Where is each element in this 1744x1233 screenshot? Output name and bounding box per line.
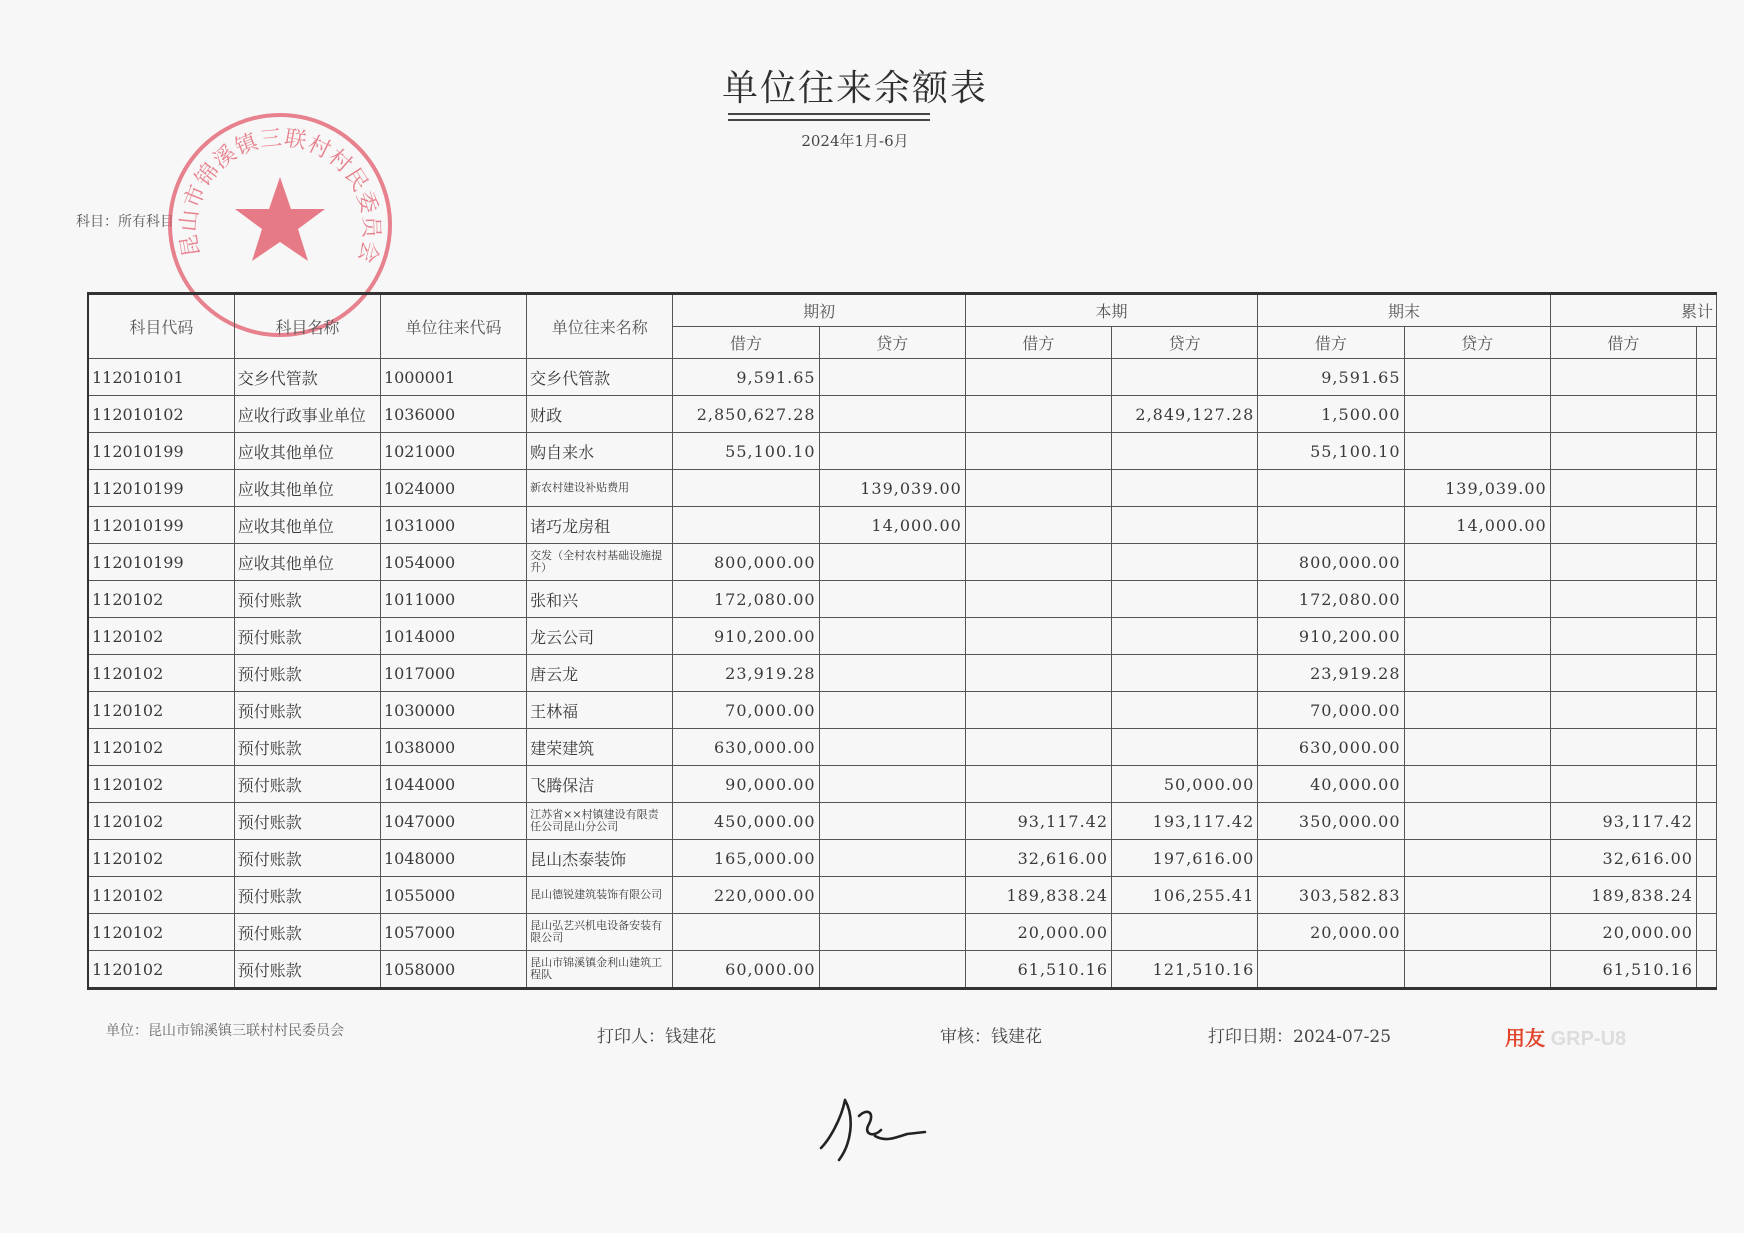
cell-closing-debit: 910,200.00 [1258, 618, 1404, 655]
cell-blank [1696, 396, 1716, 433]
cell-opening-credit [819, 729, 965, 766]
cell-blank [1696, 655, 1716, 692]
cell-cumulative-debit [1550, 507, 1696, 544]
cell-opening-debit: 55,100.10 [673, 433, 819, 470]
cell-closing-debit: 1,500.00 [1258, 396, 1404, 433]
cell-closing-debit: 350,000.00 [1258, 803, 1404, 840]
cell-unit-code: 1058000 [380, 951, 526, 989]
cell-blank [1696, 840, 1716, 877]
cell-unit-name: 昆山杰泰装饰 [527, 840, 673, 877]
cell-current-credit [1112, 618, 1258, 655]
cell-closing-debit: 303,582.83 [1258, 877, 1404, 914]
cell-subject-code: 1120102 [88, 951, 234, 989]
title-underline-2 [728, 119, 930, 121]
table-row [88, 914, 1717, 951]
table-row [88, 803, 1717, 840]
cell-opening-credit [819, 840, 965, 877]
cell-opening-debit: 172,080.00 [673, 581, 819, 618]
group-opening: 期初 [673, 294, 965, 327]
cell-closing-credit [1404, 359, 1550, 396]
cell-current-credit [1112, 470, 1258, 507]
footer-unit: 单位：昆山市锦溪镇三联村村民委员会 [106, 1023, 344, 1039]
cell-opening-debit: 70,000.00 [673, 692, 819, 729]
cell-current-debit [965, 618, 1111, 655]
cell-unit-code: 1031000 [380, 507, 526, 544]
cell-current-debit [965, 507, 1111, 544]
cell-opening-credit [819, 544, 965, 581]
cell-subject-name: 预付账款 [234, 951, 380, 989]
cell-unit-code: 1055000 [380, 877, 526, 914]
cell-current-credit [1112, 359, 1258, 396]
cell-cumulative-debit [1550, 618, 1696, 655]
report-period: 2024年1月-6月 [801, 132, 909, 150]
cell-opening-debit: 910,200.00 [673, 618, 819, 655]
cell-closing-credit [1404, 951, 1550, 989]
cell-subject-code: 1120102 [88, 877, 234, 914]
table-row [88, 581, 1717, 618]
cell-closing-credit [1404, 396, 1550, 433]
table-row [88, 655, 1717, 692]
cell-unit-code: 1024000 [380, 470, 526, 507]
cell-opening-debit: 9,591.65 [673, 359, 819, 396]
table-row [88, 692, 1717, 729]
cell-closing-credit [1404, 729, 1550, 766]
table-row [88, 951, 1717, 989]
cell-unit-name: 建荣建筑 [527, 729, 673, 766]
cell-blank [1696, 766, 1716, 803]
col-unit-code: 单位往来代码 [380, 294, 526, 359]
cell-opening-debit: 630,000.00 [673, 729, 819, 766]
cell-current-credit: 197,616.00 [1112, 840, 1258, 877]
cell-closing-credit: 139,039.00 [1404, 470, 1550, 507]
cell-closing-debit: 172,080.00 [1258, 581, 1404, 618]
cell-unit-name: 财政 [527, 396, 673, 433]
cell-current-credit [1112, 544, 1258, 581]
cell-subject-code: 1120102 [88, 803, 234, 840]
cell-current-credit [1112, 507, 1258, 544]
cell-cumulative-debit: 61,510.16 [1550, 951, 1696, 989]
cell-opening-debit: 800,000.00 [673, 544, 819, 581]
cell-opening-credit [819, 803, 965, 840]
cell-opening-debit: 2,850,627.28 [673, 396, 819, 433]
cell-opening-credit: 139,039.00 [819, 470, 965, 507]
cell-opening-debit: 165,000.00 [673, 840, 819, 877]
balance-table [87, 292, 1717, 990]
cell-subject-name: 预付账款 [234, 581, 380, 618]
cell-unit-code: 1057000 [380, 914, 526, 951]
cell-closing-debit: 55,100.10 [1258, 433, 1404, 470]
cell-opening-debit: 450,000.00 [673, 803, 819, 840]
col-subject-name: 科目名称 [234, 294, 380, 359]
cell-opening-credit [819, 581, 965, 618]
cell-current-credit [1112, 914, 1258, 951]
svg-text:昆山市锦溪镇三联村村民委员会: 昆山市锦溪镇三联村村民委员会 [176, 125, 384, 267]
cell-subject-code: 1120102 [88, 729, 234, 766]
cell-unit-name: 王林福 [527, 692, 673, 729]
cell-subject-name: 预付账款 [234, 618, 380, 655]
table-body [88, 359, 1717, 989]
cell-current-credit [1112, 655, 1258, 692]
cell-unit-code: 1044000 [380, 766, 526, 803]
brand-name: 用友 [1505, 1028, 1545, 1050]
cell-subject-code: 1120102 [88, 914, 234, 951]
cell-current-credit: 193,117.42 [1112, 803, 1258, 840]
table-row [88, 840, 1717, 877]
group-current: 本期 [965, 294, 1257, 327]
cell-cumulative-debit: 189,838.24 [1550, 877, 1696, 914]
cell-closing-credit [1404, 655, 1550, 692]
sub-blank [1696, 327, 1716, 359]
cell-unit-name: 交乡代管款 [527, 359, 673, 396]
sub-credit: 贷方 [1404, 327, 1550, 359]
cell-closing-credit [1404, 914, 1550, 951]
cell-unit-code: 1047000 [380, 803, 526, 840]
cell-current-debit: 93,117.42 [965, 803, 1111, 840]
cell-current-debit [965, 766, 1111, 803]
cell-closing-debit [1258, 840, 1404, 877]
cell-opening-debit [673, 914, 819, 951]
cell-unit-name: 新农村建设补贴费用 [527, 470, 673, 507]
cell-subject-name: 预付账款 [234, 655, 380, 692]
cell-unit-code: 1048000 [380, 840, 526, 877]
cell-closing-debit: 630,000.00 [1258, 729, 1404, 766]
cell-opening-debit: 60,000.00 [673, 951, 819, 989]
group-cumulative: 累计 [1550, 294, 1716, 327]
table-row [88, 766, 1717, 803]
cell-current-debit [965, 470, 1111, 507]
cell-unit-name: 诸巧龙房租 [527, 507, 673, 544]
cell-cumulative-debit [1550, 470, 1696, 507]
cell-subject-code: 112010199 [88, 470, 234, 507]
cell-closing-debit [1258, 470, 1404, 507]
cell-subject-name: 预付账款 [234, 729, 380, 766]
cell-closing-credit [1404, 877, 1550, 914]
subject-label: 科目：所有科目 [76, 214, 174, 230]
sub-debit: 借方 [965, 327, 1111, 359]
table-row [88, 507, 1717, 544]
cell-cumulative-debit [1550, 396, 1696, 433]
cell-closing-debit: 70,000.00 [1258, 692, 1404, 729]
cell-opening-credit [819, 692, 965, 729]
group-closing: 期末 [1258, 294, 1550, 327]
cell-current-debit [965, 396, 1111, 433]
cell-blank [1696, 618, 1716, 655]
cell-closing-debit: 20,000.00 [1258, 914, 1404, 951]
cell-subject-name: 应收其他单位 [234, 544, 380, 581]
cell-subject-code: 112010199 [88, 544, 234, 581]
cell-subject-code: 1120102 [88, 766, 234, 803]
table-row [88, 877, 1717, 914]
cell-current-debit [965, 544, 1111, 581]
cell-blank [1696, 803, 1716, 840]
cell-subject-name: 预付账款 [234, 877, 380, 914]
cell-subject-name: 应收其他单位 [234, 507, 380, 544]
cell-closing-debit: 9,591.65 [1258, 359, 1404, 396]
cell-subject-code: 1120102 [88, 581, 234, 618]
cell-unit-name: 唐云龙 [527, 655, 673, 692]
cell-subject-code: 1120102 [88, 692, 234, 729]
cell-closing-credit [1404, 433, 1550, 470]
cell-current-debit [965, 729, 1111, 766]
group-header-row [88, 294, 1717, 327]
cell-closing-credit [1404, 692, 1550, 729]
cell-unit-code: 1038000 [380, 729, 526, 766]
cell-cumulative-debit [1550, 544, 1696, 581]
table-row [88, 470, 1717, 507]
cell-cumulative-debit [1550, 692, 1696, 729]
handwritten-signature [815, 1090, 935, 1170]
cell-unit-name: 购自来水 [527, 433, 673, 470]
brand-product: GRP-U8 [1550, 1028, 1627, 1050]
cell-cumulative-debit [1550, 729, 1696, 766]
cell-current-debit: 61,510.16 [965, 951, 1111, 989]
cell-cumulative-debit: 20,000.00 [1550, 914, 1696, 951]
col-subject-code: 科目代码 [88, 294, 234, 359]
cell-cumulative-debit [1550, 433, 1696, 470]
cell-unit-code: 1036000 [380, 396, 526, 433]
cell-closing-credit [1404, 581, 1550, 618]
cell-opening-debit [673, 470, 819, 507]
cell-opening-credit: 14,000.00 [819, 507, 965, 544]
cell-current-debit: 189,838.24 [965, 877, 1111, 914]
cell-closing-credit [1404, 766, 1550, 803]
cell-subject-name: 预付账款 [234, 914, 380, 951]
cell-current-debit [965, 359, 1111, 396]
table-row [88, 729, 1717, 766]
cell-subject-name: 应收行政事业单位 [234, 396, 380, 433]
cell-cumulative-debit [1550, 359, 1696, 396]
cell-unit-code: 1054000 [380, 544, 526, 581]
table-row [88, 359, 1717, 396]
cell-cumulative-debit [1550, 581, 1696, 618]
cell-opening-credit [819, 433, 965, 470]
footer-print-date: 打印日期：2024-07-25 [1208, 1027, 1392, 1047]
cell-blank [1696, 359, 1716, 396]
sub-credit: 贷方 [819, 327, 965, 359]
cell-subject-code: 1120102 [88, 618, 234, 655]
cell-blank [1696, 914, 1716, 951]
cell-unit-code: 1000001 [380, 359, 526, 396]
cell-blank [1696, 581, 1716, 618]
table-row [88, 433, 1717, 470]
cell-unit-name: 昆山德锐建筑装饰有限公司 [527, 877, 673, 914]
cell-unit-name: 昆山弘艺兴机电设备安装有限公司 [527, 914, 673, 951]
cell-closing-credit [1404, 618, 1550, 655]
sub-debit: 借方 [673, 327, 819, 359]
cell-subject-name: 预付账款 [234, 803, 380, 840]
cell-unit-code: 1030000 [380, 692, 526, 729]
cell-opening-debit [673, 507, 819, 544]
cell-subject-code: 1120102 [88, 840, 234, 877]
cell-opening-debit: 90,000.00 [673, 766, 819, 803]
cell-opening-credit [819, 766, 965, 803]
cell-current-credit: 121,510.16 [1112, 951, 1258, 989]
table-row [88, 396, 1717, 433]
table-row [88, 544, 1717, 581]
cell-opening-credit [819, 951, 965, 989]
cell-opening-credit [819, 396, 965, 433]
cell-subject-name: 预付账款 [234, 766, 380, 803]
cell-blank [1696, 729, 1716, 766]
page-title: 单位往来余额表 [721, 68, 988, 109]
cell-closing-credit: 14,000.00 [1404, 507, 1550, 544]
cell-opening-credit [819, 359, 965, 396]
cell-current-debit: 20,000.00 [965, 914, 1111, 951]
cell-subject-code: 1120102 [88, 655, 234, 692]
cell-closing-debit: 23,919.28 [1258, 655, 1404, 692]
cell-unit-code: 1014000 [380, 618, 526, 655]
cell-unit-name: 飞腾保洁 [527, 766, 673, 803]
sub-credit: 贷方 [1112, 327, 1258, 359]
col-unit-name: 单位往来名称 [527, 294, 673, 359]
cell-current-credit [1112, 692, 1258, 729]
cell-opening-debit: 23,919.28 [673, 655, 819, 692]
cell-cumulative-debit: 32,616.00 [1550, 840, 1696, 877]
cell-unit-code: 1011000 [380, 581, 526, 618]
cell-cumulative-debit [1550, 655, 1696, 692]
cell-subject-code: 112010199 [88, 507, 234, 544]
cell-current-debit [965, 433, 1111, 470]
cell-subject-code: 112010101 [88, 359, 234, 396]
cell-current-debit [965, 581, 1111, 618]
cell-closing-credit [1404, 544, 1550, 581]
cell-subject-name: 应收其他单位 [234, 470, 380, 507]
sub-debit: 借方 [1258, 327, 1404, 359]
title-underline [728, 113, 930, 115]
cell-unit-name: 江苏省××村镇建设有限责任公司昆山分公司 [527, 803, 673, 840]
cell-subject-name: 预付账款 [234, 840, 380, 877]
cell-opening-credit [819, 655, 965, 692]
cell-blank [1696, 507, 1716, 544]
cell-unit-name: 交发（全村农村基础设施提升） [527, 544, 673, 581]
cell-closing-debit: 40,000.00 [1258, 766, 1404, 803]
cell-subject-code: 112010102 [88, 396, 234, 433]
cell-opening-credit [819, 914, 965, 951]
cell-current-debit [965, 692, 1111, 729]
cell-unit-name: 龙云公司 [527, 618, 673, 655]
sub-debit: 借方 [1550, 327, 1696, 359]
cell-subject-name: 交乡代管款 [234, 359, 380, 396]
cell-closing-credit [1404, 803, 1550, 840]
cell-blank [1696, 692, 1716, 729]
cell-subject-name: 应收其他单位 [234, 433, 380, 470]
cell-current-credit: 2,849,127.28 [1112, 396, 1258, 433]
cell-current-credit: 106,255.41 [1112, 877, 1258, 914]
footer-reviewer: 审核：钱建花 [940, 1027, 1042, 1047]
cell-opening-credit [819, 877, 965, 914]
cell-blank [1696, 544, 1716, 581]
cell-current-credit [1112, 729, 1258, 766]
cell-blank [1696, 951, 1716, 989]
cell-current-credit [1112, 433, 1258, 470]
cell-closing-debit: 800,000.00 [1258, 544, 1404, 581]
cell-current-debit: 32,616.00 [965, 840, 1111, 877]
cell-unit-name: 张和兴 [527, 581, 673, 618]
cell-blank [1696, 433, 1716, 470]
cell-cumulative-debit: 93,117.42 [1550, 803, 1696, 840]
cell-closing-debit [1258, 507, 1404, 544]
cell-current-debit [965, 655, 1111, 692]
cell-closing-debit [1258, 951, 1404, 989]
cell-blank [1696, 877, 1716, 914]
cell-unit-code: 1021000 [380, 433, 526, 470]
cell-opening-debit: 220,000.00 [673, 877, 819, 914]
cell-cumulative-debit [1550, 766, 1696, 803]
cell-current-credit: 50,000.00 [1112, 766, 1258, 803]
cell-closing-credit [1404, 840, 1550, 877]
cell-unit-name: 昆山市锦溪镇金利山建筑工程队 [527, 951, 673, 989]
cell-opening-credit [819, 618, 965, 655]
cell-unit-code: 1017000 [380, 655, 526, 692]
cell-subject-name: 预付账款 [234, 692, 380, 729]
yonyou-logo [1505, 1022, 1626, 1051]
cell-blank [1696, 470, 1716, 507]
cell-subject-code: 112010199 [88, 433, 234, 470]
table-row [88, 618, 1717, 655]
cell-current-credit [1112, 581, 1258, 618]
footer-printer: 打印人：钱建花 [597, 1027, 716, 1047]
